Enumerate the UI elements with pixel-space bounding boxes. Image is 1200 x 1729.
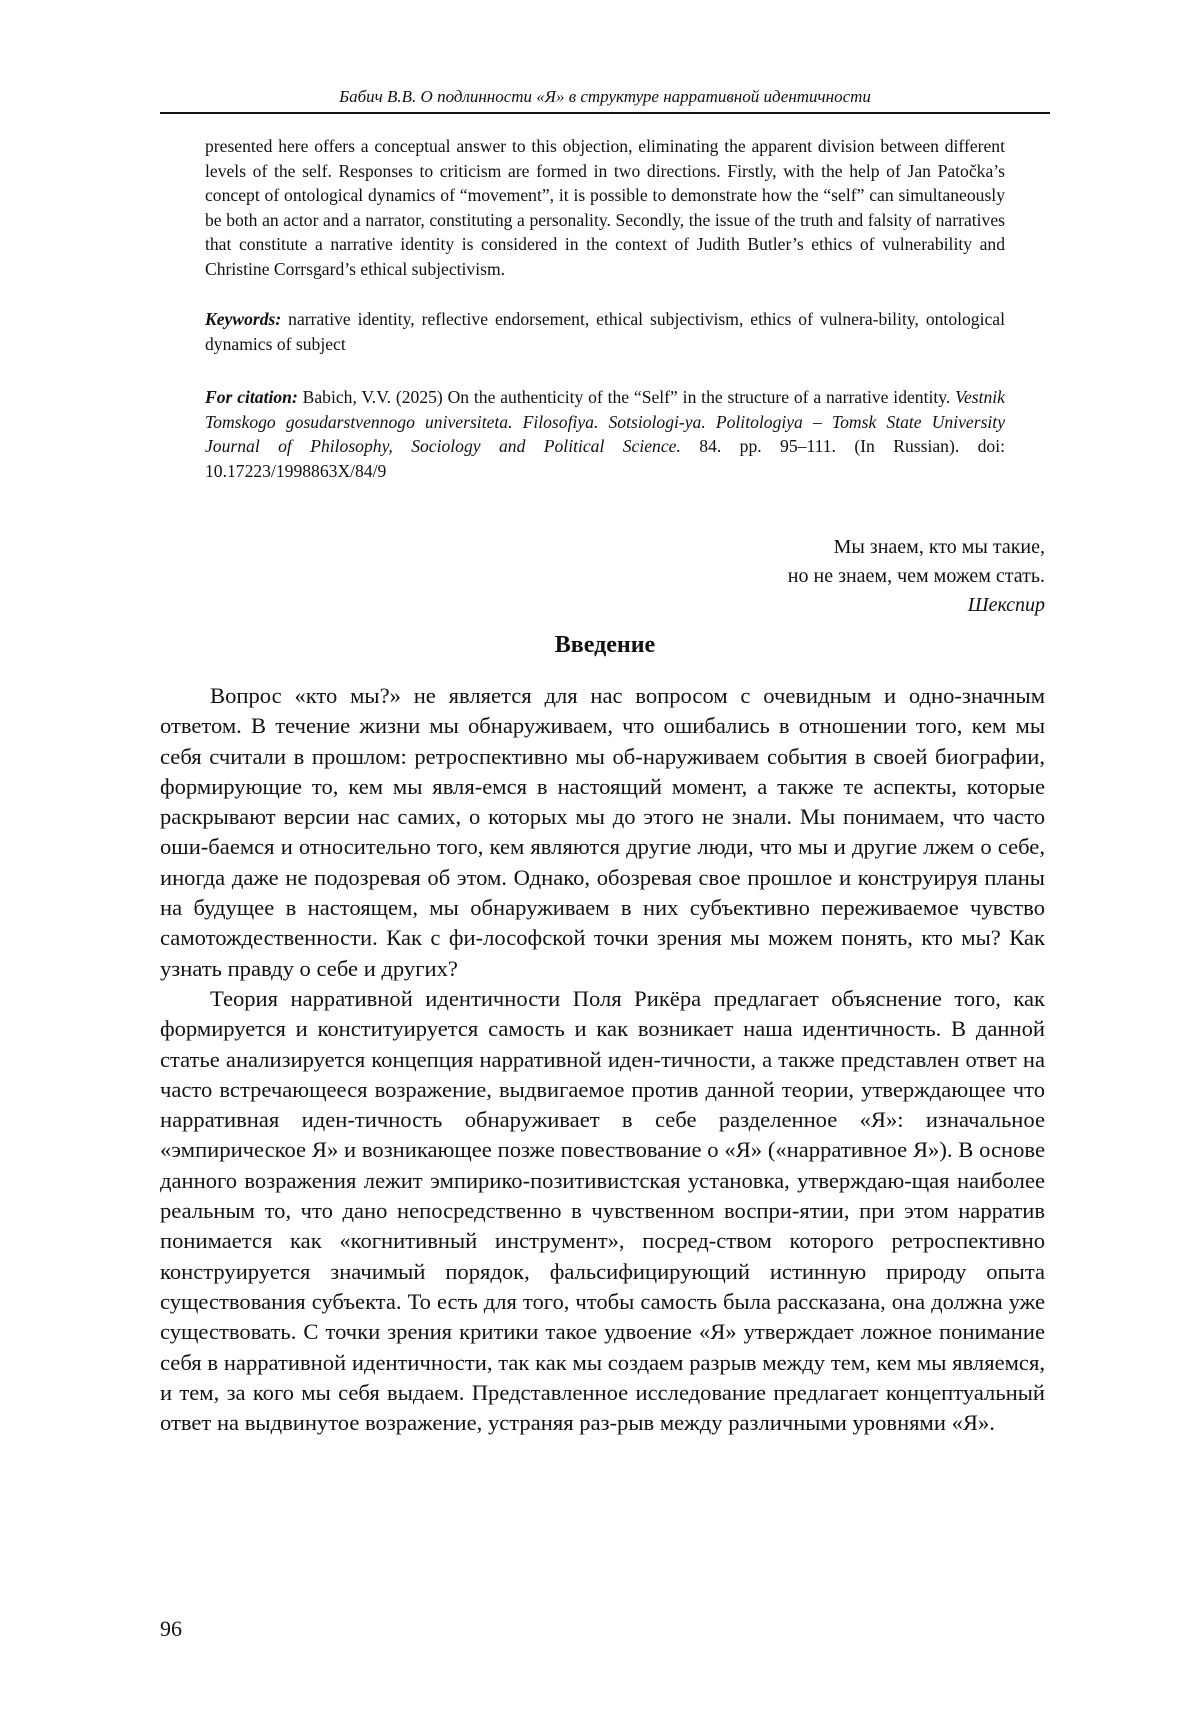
- paragraph-1: Вопрос «кто мы?» не является для нас вопросом с очевидным и одно-значным ответом. В течение жизни мы обнаруживаем, что ошибались в отношении того, кем мы себя считали в прошлом: ретроспективно мы об-наруживаем события в своей биографии, формирующие то, кем мы явля-емся в настоящий момент, а также те аспекты, которые раскрывают версии нас самих, о которых мы до этого не знали. Мы понимаем, что часто оши-баемся и относительно того, кем являются другие люди, что мы и другие лжем о себе, иногда даже не подозревая об этом. Однако, обозревая свое прошлое и конструируя планы на будущее в настоящем, мы обнаруживаем в них субъективно переживаемое чувство самотождественности. Как с фи-лософской точки зрения мы можем понять, кто мы? Как узнать правду о себе и других?: [160, 683, 1045, 981]
- citation-journal: Vestnik Tomskogo gosudarstvennogo universiteta. Filosofiya. Sotsiologi-ya. Politologiya – Tomsk State University Journal of Philosophy, Sociology and Political Science.: [205, 387, 1005, 457]
- epigraph-line-1: Мы знаем, кто мы такие,: [833, 536, 1045, 558]
- section-title: Введение: [554, 632, 656, 658]
- body-text: [160, 681, 1045, 1438]
- header-rule: [160, 112, 1050, 114]
- citation-details: 84. pp. 95–111. (In Russian). doi: 10.17223/1998863X/84/9: [205, 436, 1005, 481]
- epigraph: [600, 533, 1045, 620]
- keywords-label: Keywords:: [205, 309, 282, 329]
- epigraph-author: Шекспир: [967, 594, 1045, 616]
- abstract-continuation: presented here offers a conceptual answer to this objection, eliminating the apparent division between different levels of the self. Responses to criticism are formed in two directions. Firstly, with the help of Jan Patočka’s concept of ontological dynamics of “movement”, it is possible to demonstrate how the “self” can simultaneously be both an actor and a narrator, constituting a personality. Secondly, the issue of the truth and falsity of narratives that constitute a narrative identity is considered in the context of Judith Butler’s ethics of vulnerability and Christine Corrsgard’s ethical subjectivism.: [205, 136, 1005, 279]
- citation-label: For citation:: [205, 387, 298, 407]
- keywords-text: narrative identity, reflective endorsement, ethical subjectivism, ethics of vulnera-bility, ontological dynamics of subject: [205, 309, 1005, 354]
- citation-text: Babich, V.V. (2025) On the authenticity of the “Self” in the structure of a narrative identity.: [297, 387, 956, 407]
- running-header: Бабич В.В. О подлинности «Я» в структуре нарративной идентичности: [339, 87, 871, 106]
- epigraph-line-2: но не знаем, чем можем стать.: [787, 565, 1045, 587]
- paragraph-2: Теория нарративной идентичности Поля Рикёра предлагает объяснение того, как формируется и конституируется самость и как возникает наша идентичность. В данной статье анализируется концепция нарративной иден-тичности, а также представлен ответ на часто встречающееся возражение, выдвигаемое против данной теории, утверждающее что нарративная иден-тичность обнаруживает в себе разделенное «Я»: изначальное «эмпирическое Я» и возникающее позже повествование о «Я» («нарративное Я»). В основе данного возражения лежит эмпирико-позитивистская установка, утверждаю-щая наиболее реальным то, что дано непосредственно в чувственном воспри-ятии, при этом нарратив понимается как «когнитивный инструмент», посред-ством которого ретроспективно конструируется значимый порядок, фальсифицирующий истинную природу опыта существования субъекта. То есть для того, чтобы самость была рассказана, она должна уже существовать. С точки зрения критики такое удвоение «Я» утверждает ложное понимание себя в нарративной идентичности, так как мы создаем разрыв между тем, кем мы являемся, и тем, за кого мы себя выдаем. Представленное исследование предлагает концептуальный ответ на выдвинутое возражение, устраняя раз-рыв между различными уровнями «Я».: [160, 985, 1045, 1436]
- citation: [205, 385, 1005, 483]
- keywords: [205, 307, 1005, 356]
- page-number: 96: [160, 1616, 182, 1641]
